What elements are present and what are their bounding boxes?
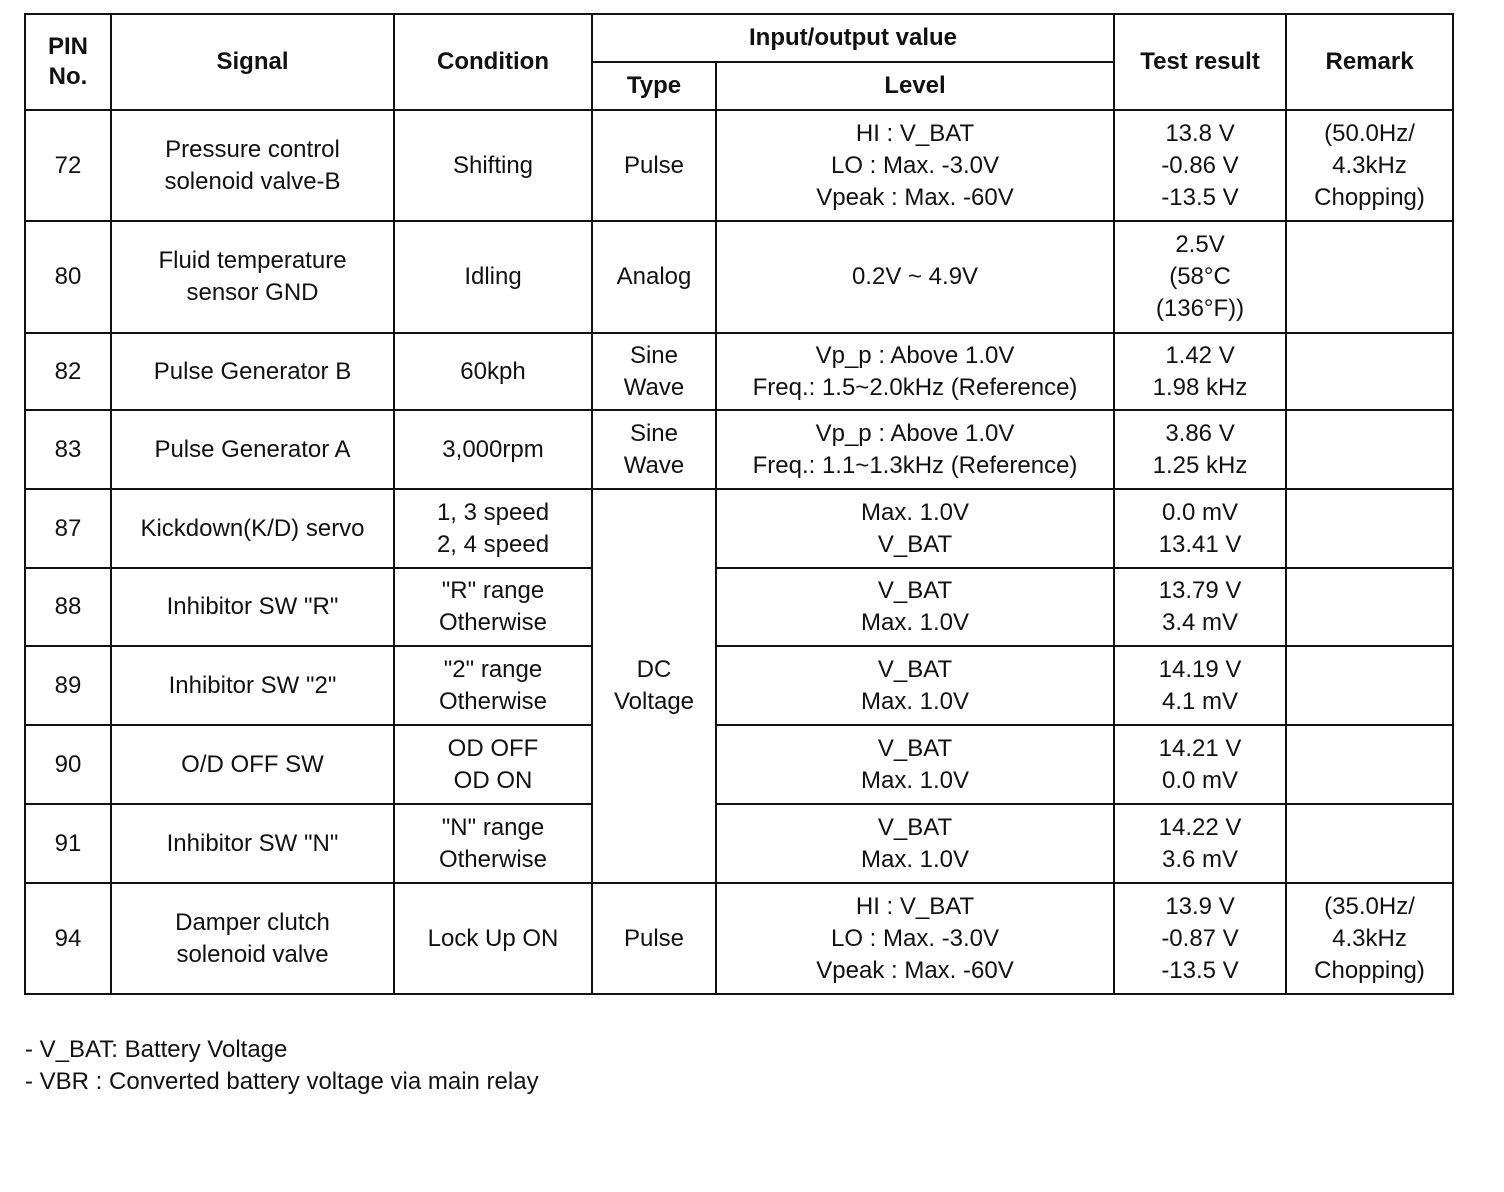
result-cell-line: (136°F)) [1155,295,1245,322]
condition-cell [394,568,592,646]
level-cell-line: Vpeak : Max. -60V [816,956,1014,984]
signal-cell [111,883,394,994]
level-cell [716,410,1114,489]
result-cell-line: 13.41 V [1158,530,1242,558]
signal-cell [111,110,394,221]
type-cell-line: Analog [616,263,692,290]
result-cell-line: 13.8 V [1165,119,1235,147]
remark-cell [1286,568,1453,646]
condition-cell [394,221,592,333]
condition-cell-line: Otherwise [438,609,548,636]
io-spec-table [24,13,1454,995]
level-cell-line: Max. 1.0V [860,498,970,526]
level-cell-line: 0.2V ~ 4.9V [851,263,979,290]
remark-cell-line: Chopping) [1314,956,1425,984]
signal-cell-line: Pulse Generator A [154,435,351,463]
header-signal: Signal [111,14,394,110]
level-cell-line: Max. 1.0V [860,766,970,794]
result-cell [1114,221,1286,333]
result-cell-line: 13.79 V [1158,577,1242,604]
condition-cell [394,883,592,994]
level-cell-line: V_BAT [877,734,953,762]
remark-cell-line: (35.0Hz/ [1324,892,1415,920]
level-cell [716,489,1114,568]
table-row [25,110,1453,221]
table-row [25,489,1453,568]
result-cell-line: 14.22 V [1158,813,1242,841]
table-row [25,883,1453,994]
signal-cell [111,804,394,883]
result-cell-line: (58°C [1169,263,1231,290]
result-cell [1114,883,1286,994]
level-cell [716,883,1114,994]
signal-cell-line: Inhibitor SW "N" [166,829,339,857]
remark-cell [1286,646,1453,725]
level-cell-line: Max. 1.0V [860,609,970,636]
result-cell-line: 0.0 mV [1162,766,1239,794]
level-cell [716,110,1114,221]
result-cell-line: 3.6 mV [1162,845,1239,873]
level-cell-line: LO : Max. -3.0V [830,151,1000,179]
pin-cell: 88 [25,568,111,646]
condition-cell-line: OD OFF [447,734,539,762]
level-cell [716,804,1114,883]
level-cell-line: LO : Max. -3.0V [830,924,1000,952]
result-cell [1114,489,1286,568]
type-cell-line: Sine [629,341,679,369]
condition-cell-line: 60kph [460,357,526,385]
type-cell-line: DC [636,656,672,683]
table-row [25,410,1453,489]
condition-cell-line: "R" range [441,577,545,604]
remark-cell [1286,410,1453,489]
table-row [25,333,1453,410]
level-cell-line: V_BAT [877,655,953,683]
pin-cell: 89 [25,646,111,725]
signal-cell-line: solenoid valve [176,940,329,968]
signal-cell-line: Fluid temperature [158,247,347,274]
pin-cell: 80 [25,221,111,333]
header-type: Type [592,62,716,110]
type-cell [592,489,716,883]
signal-cell [111,489,394,568]
result-cell [1114,725,1286,804]
result-cell-line: 1.25 kHz [1152,451,1248,479]
result-cell [1114,410,1286,489]
type-cell-line: Sine [629,419,679,447]
signal-cell-line: Inhibitor SW "R" [166,593,339,620]
level-cell-line: Max. 1.0V [860,687,970,715]
table-row [25,221,1453,333]
table-row [25,646,1453,725]
type-cell-line: Wave [623,373,685,401]
result-cell-line: 3.4 mV [1162,609,1239,636]
signal-cell-line: Damper clutch [175,908,330,936]
result-cell-line: -0.86 V [1161,151,1239,179]
result-cell-line: 1.98 kHz [1152,373,1248,401]
header-remark: Remark [1286,14,1453,110]
result-cell-line: -0.87 V [1161,924,1239,952]
type-cell [592,410,716,489]
pin-cell: 94 [25,883,111,994]
pin-cell: 83 [25,410,111,489]
condition-cell-line: Otherwise [438,845,548,873]
type-cell [592,110,716,221]
condition-cell-line: 3,000rpm [442,435,544,463]
footnote-vbat: - V_BAT: Battery Voltage [25,1036,288,1063]
result-cell-line: 4.1 mV [1162,687,1239,715]
type-cell-line: Wave [623,451,685,479]
type-cell [592,333,716,410]
signal-cell-line: Inhibitor SW "2" [168,671,337,699]
result-cell-line: -13.5 V [1161,183,1239,211]
condition-cell-line: 2, 4 speed [436,530,550,558]
level-cell-line: HI : V_BAT [855,892,975,920]
remark-cell-line: (50.0Hz/ [1324,119,1415,147]
signal-cell-line: Kickdown(K/D) servo [140,514,365,542]
result-cell-line: 13.9 V [1165,892,1235,920]
result-cell-line: 1.42 V [1165,341,1235,369]
level-cell [716,646,1114,725]
pin-cell: 82 [25,333,111,410]
condition-cell [394,646,592,725]
level-cell-line: Vp_p : Above 1.0V [815,419,1015,447]
signal-cell-line: solenoid valve-B [164,167,341,195]
condition-cell-line: Otherwise [438,687,548,715]
remark-cell [1286,333,1453,410]
pin-cell: 91 [25,804,111,883]
level-cell-line: HI : V_BAT [855,119,975,147]
result-cell-line: 2.5V [1175,231,1225,258]
pin-cell: 87 [25,489,111,568]
remark-cell [1286,489,1453,568]
level-cell-line: V_BAT [877,813,953,841]
signal-cell-line: sensor GND [186,279,319,306]
result-cell [1114,568,1286,646]
condition-cell-line: OD ON [453,766,533,794]
condition-cell [394,804,592,883]
header-condition: Condition [394,14,592,110]
footnotes [25,1034,539,1098]
table-row [25,804,1453,883]
signal-cell-line: Pressure control [165,135,340,163]
level-cell-line: V_BAT [877,530,953,558]
signal-cell [111,568,394,646]
condition-cell-line: "N" range [441,813,545,841]
type-cell [592,221,716,333]
result-cell [1114,804,1286,883]
signal-cell [111,410,394,489]
type-cell-line: Voltage [613,688,695,715]
level-cell-line: Freq.: 1.5~2.0kHz (Reference) [752,373,1078,401]
header-pin-no: PIN No. [25,14,111,110]
type-cell-line: Pulse [623,151,685,179]
result-cell-line: 3.86 V [1165,419,1235,447]
pin-cell: 90 [25,725,111,804]
signal-cell [111,646,394,725]
result-cell [1114,110,1286,221]
header-io-value: Input/output value [592,14,1114,62]
result-cell [1114,333,1286,410]
level-cell-line: Max. 1.0V [860,845,970,873]
signal-cell-line: Pulse Generator B [153,357,352,385]
remark-cell [1286,221,1453,333]
result-cell-line: -13.5 V [1161,956,1239,984]
remark-cell [1286,110,1453,221]
level-cell-line: Freq.: 1.1~1.3kHz (Reference) [752,451,1078,479]
level-cell-line: V_BAT [877,577,953,604]
type-cell [592,883,716,994]
table-row [25,568,1453,646]
result-cell-line: 14.19 V [1158,655,1242,683]
remark-cell [1286,725,1453,804]
condition-cell-line: Lock Up ON [427,924,559,952]
condition-cell [394,333,592,410]
condition-cell [394,110,592,221]
level-cell-line: Vpeak : Max. -60V [816,183,1014,211]
signal-cell [111,725,394,804]
result-cell [1114,646,1286,725]
type-cell-line: Pulse [623,924,685,952]
remark-cell-line: 4.3kHz [1332,924,1407,952]
condition-cell [394,489,592,568]
signal-cell-line: O/D OFF SW [181,750,324,778]
condition-cell-line: Shifting [452,151,534,179]
footnote-vbr: - VBR : Converted battery voltage via main relay [25,1068,539,1095]
condition-cell [394,410,592,489]
level-cell [716,333,1114,410]
result-cell-line: 14.21 V [1158,734,1242,762]
table-row [25,725,1453,804]
table-body [25,110,1453,994]
condition-cell-line: Idling [464,263,522,290]
remark-cell-line: 4.3kHz [1332,151,1407,179]
condition-cell [394,725,592,804]
result-cell-line: 0.0 mV [1162,498,1239,526]
signal-cell [111,221,394,333]
remark-cell [1286,804,1453,883]
condition-cell-line: 1, 3 speed [436,498,550,526]
signal-cell [111,333,394,410]
condition-cell-line: "2" range [443,655,543,683]
remark-cell-line: Chopping) [1314,183,1425,211]
header-level: Level [716,62,1114,110]
level-cell [716,568,1114,646]
level-cell [716,725,1114,804]
level-cell-line: Vp_p : Above 1.0V [815,341,1015,369]
remark-cell [1286,883,1453,994]
header-test-result: Test result [1114,14,1286,110]
level-cell [716,221,1114,333]
pin-cell: 72 [25,110,111,221]
